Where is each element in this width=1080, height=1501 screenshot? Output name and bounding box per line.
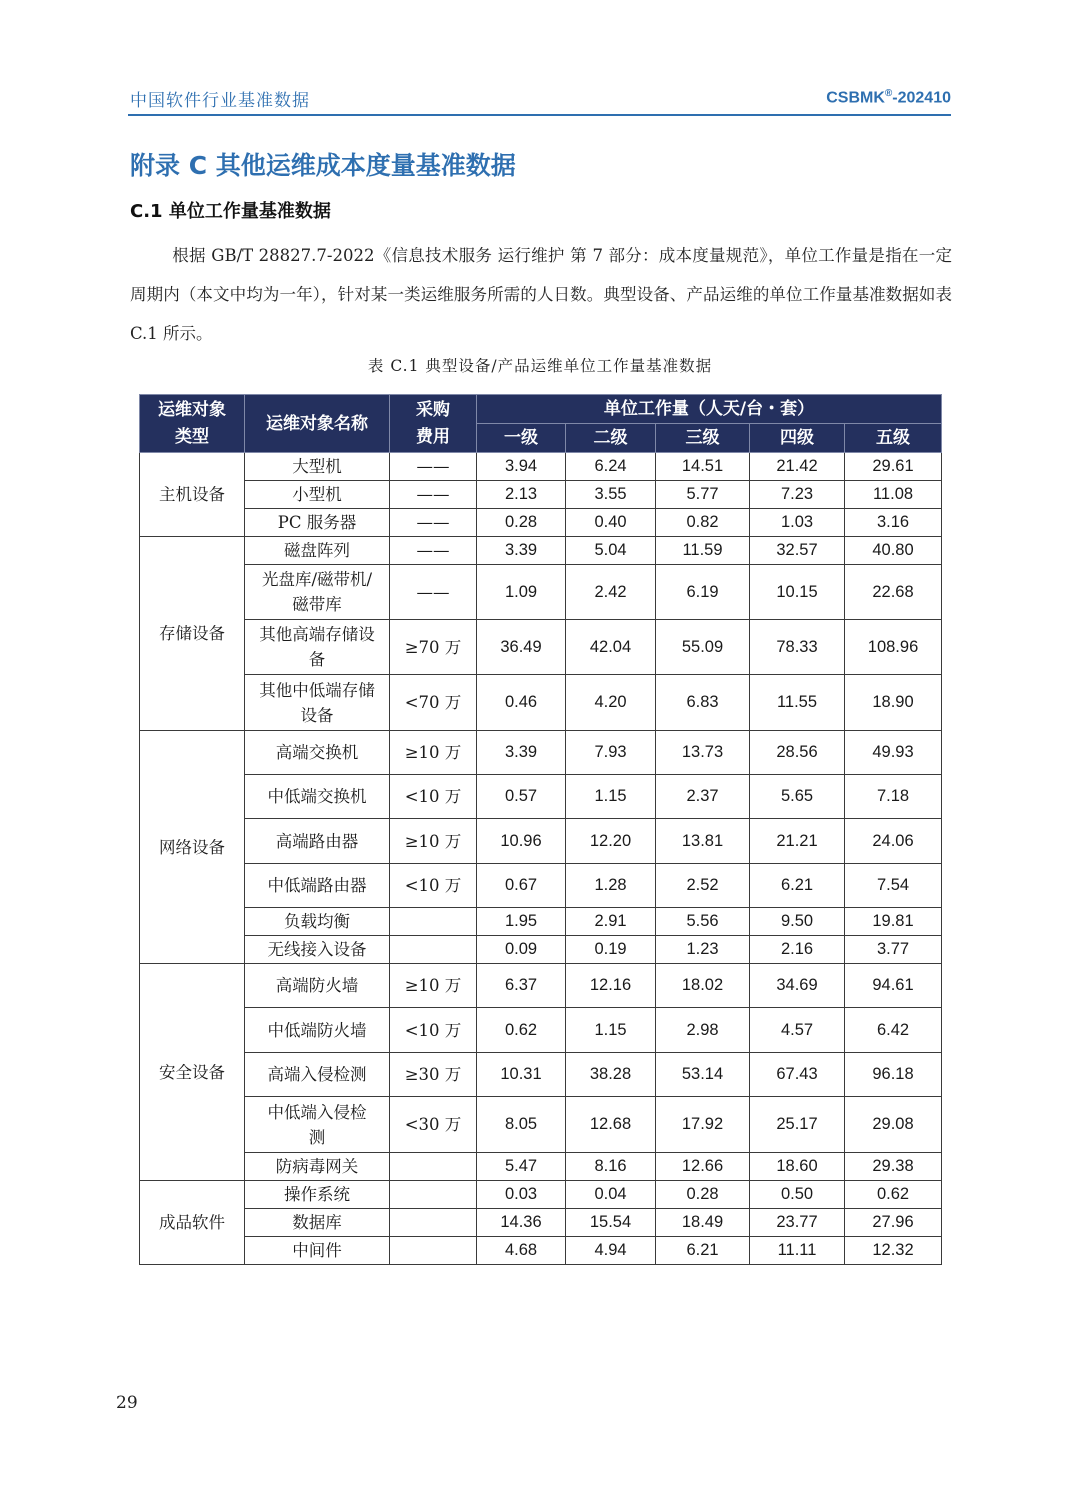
cost-cell <box>390 1209 477 1237</box>
header-cost: 采购费用 <box>390 395 477 453</box>
workload-value-level-1: 0.09 <box>477 936 566 964</box>
cost-cell: —— <box>390 481 477 509</box>
appendix-title: 附录 C 其他运维成本度量基准数据 <box>130 151 516 180</box>
workload-value-level-3: 55.09 <box>656 620 750 675</box>
category-cell: 存储设备 <box>140 537 245 731</box>
object-name-cell <box>245 1097 390 1153</box>
object-name-text: 操作系统 <box>284 1185 350 1204</box>
workload-value-level-2: 7.93 <box>566 731 656 775</box>
header-name: 运维对象名称 <box>245 395 390 453</box>
workload-value-level-4: 23.77 <box>750 1209 845 1237</box>
workload-value-level-2: 38.28 <box>566 1053 656 1097</box>
workload-value-level-4: 78.33 <box>750 620 845 675</box>
workload-value-level-1: 0.62 <box>477 1008 566 1053</box>
table-row <box>140 675 942 731</box>
workload-value-level-3: 18.49 <box>656 1209 750 1237</box>
cost-cell: ≥30 万 <box>390 1053 477 1097</box>
workload-value-level-1: 0.46 <box>477 675 566 731</box>
workload-value-level-2: 2.91 <box>566 908 656 936</box>
workload-value-level-5: 18.90 <box>845 675 942 731</box>
object-name-cell <box>245 1053 390 1097</box>
workload-value-level-1: 0.67 <box>477 864 566 908</box>
object-name-cell <box>245 1153 390 1181</box>
workload-value-level-3: 17.92 <box>656 1097 750 1153</box>
workload-value-level-1: 5.47 <box>477 1153 566 1181</box>
workload-value-level-4: 2.16 <box>750 936 845 964</box>
workload-value-level-5: 49.93 <box>845 731 942 775</box>
object-name-text: 中低端交换机 <box>267 787 367 806</box>
object-name-cell <box>245 620 390 675</box>
workload-value-level-5: 3.16 <box>845 509 942 537</box>
object-name-text: 无线接入设备 <box>267 940 367 959</box>
object-name-text: 其他高端存储设备 <box>259 625 375 669</box>
workload-value-level-5: 29.08 <box>845 1097 942 1153</box>
cost-cell: <10 万 <box>390 1008 477 1053</box>
cost-cell: —— <box>390 509 477 537</box>
workload-value-level-1: 4.68 <box>477 1237 566 1265</box>
workload-value-level-4: 6.21 <box>750 864 845 908</box>
workload-value-level-3: 2.37 <box>656 775 750 819</box>
table-row <box>140 819 942 864</box>
object-name-text: 高端防火墙 <box>275 976 359 995</box>
workload-value-level-4: 11.55 <box>750 675 845 731</box>
cost-cell: —— <box>390 453 477 481</box>
workload-value-level-5: 0.62 <box>845 1181 942 1209</box>
workload-value-level-5: 24.06 <box>845 819 942 864</box>
workload-value-level-1: 10.31 <box>477 1053 566 1097</box>
workload-value-level-4: 11.11 <box>750 1237 845 1265</box>
workload-value-level-2: 0.04 <box>566 1181 656 1209</box>
workload-value-level-2: 2.42 <box>566 565 656 620</box>
workload-value-level-3: 11.59 <box>656 537 750 565</box>
body-paragraph <box>130 236 952 353</box>
workload-value-level-5: 7.18 <box>845 775 942 819</box>
header-type: 运维对象类型 <box>140 395 245 453</box>
workload-value-level-3: 2.52 <box>656 864 750 908</box>
workload-value-level-5: 6.42 <box>845 1008 942 1053</box>
workload-value-level-4: 25.17 <box>750 1097 845 1153</box>
object-name-cell <box>245 936 390 964</box>
workload-value-level-1: 0.03 <box>477 1181 566 1209</box>
table-row <box>140 1053 942 1097</box>
workload-value-level-1: 0.57 <box>477 775 566 819</box>
workload-value-level-3: 5.77 <box>656 481 750 509</box>
object-name-text: 高端入侵检测 <box>267 1065 367 1084</box>
object-name-text: 中低端路由器 <box>267 876 367 895</box>
header-code-suffix: -202410 <box>892 89 951 107</box>
table-row <box>140 864 942 908</box>
workload-value-level-1: 10.96 <box>477 819 566 864</box>
cost-cell: —— <box>390 537 477 565</box>
object-name-cell <box>245 819 390 864</box>
workload-value-level-1: 0.28 <box>477 509 566 537</box>
workload-value-level-1: 6.37 <box>477 964 566 1008</box>
table-row <box>140 1097 942 1153</box>
header-code-main: CSBMK <box>826 89 885 107</box>
workload-value-level-2: 12.20 <box>566 819 656 864</box>
workload-value-level-4: 5.65 <box>750 775 845 819</box>
workload-value-level-3: 6.21 <box>656 1237 750 1265</box>
table-body <box>140 453 942 1265</box>
object-name-text: 防病毒网关 <box>275 1157 359 1176</box>
object-name-text: 其他中低端存储设备 <box>259 680 375 725</box>
workload-value-level-2: 15.54 <box>566 1209 656 1237</box>
object-name-text: 磁盘阵列 <box>284 541 350 560</box>
object-name-text: 中低端防火墙 <box>267 1020 367 1040</box>
object-name-text: 光盘库/磁带机/磁带库 <box>261 570 373 614</box>
workload-value-level-3: 2.98 <box>656 1008 750 1053</box>
cost-cell: <30 万 <box>390 1097 477 1153</box>
workload-value-level-2: 8.16 <box>566 1153 656 1181</box>
workload-value-level-2: 1.28 <box>566 864 656 908</box>
object-name-cell <box>245 908 390 936</box>
workload-value-level-4: 4.57 <box>750 1008 845 1053</box>
workload-value-level-1: 2.13 <box>477 481 566 509</box>
cost-cell <box>390 1237 477 1265</box>
workload-value-level-2: 12.68 <box>566 1097 656 1153</box>
header-document-code <box>826 88 951 107</box>
workload-value-level-4: 28.56 <box>750 731 845 775</box>
workload-value-level-1: 36.49 <box>477 620 566 675</box>
workload-value-level-4: 32.57 <box>750 537 845 565</box>
workload-value-level-2: 42.04 <box>566 620 656 675</box>
workload-value-level-1: 3.39 <box>477 537 566 565</box>
workload-value-level-2: 12.16 <box>566 964 656 1008</box>
workload-value-level-4: 10.15 <box>750 565 845 620</box>
workload-value-level-5: 94.61 <box>845 964 942 1008</box>
workload-value-level-5: 108.96 <box>845 620 942 675</box>
workload-value-level-5: 3.77 <box>845 936 942 964</box>
workload-value-level-5: 12.32 <box>845 1237 942 1265</box>
workload-value-level-2: 4.20 <box>566 675 656 731</box>
workload-value-level-3: 13.81 <box>656 819 750 864</box>
object-name-cell <box>245 481 390 509</box>
object-name-cell <box>245 509 390 537</box>
workload-value-level-2: 1.15 <box>566 775 656 819</box>
workload-value-level-4: 1.03 <box>750 509 845 537</box>
category-cell: 网络设备 <box>140 731 245 964</box>
table-row <box>140 1181 942 1209</box>
header-level-2: 二级 <box>566 424 656 453</box>
object-name-cell <box>245 1181 390 1209</box>
object-name-text: 负载均衡 <box>284 912 350 931</box>
object-name-cell <box>245 675 390 731</box>
cost-cell: ≥10 万 <box>390 964 477 1008</box>
workload-value-level-1: 1.95 <box>477 908 566 936</box>
table-row <box>140 509 942 537</box>
header-publication-title: 中国软件行业基准数据 <box>130 91 310 111</box>
workload-value-level-3: 12.66 <box>656 1153 750 1181</box>
object-name-cell <box>245 864 390 908</box>
table-row <box>140 481 942 509</box>
table-row <box>140 908 942 936</box>
cost-cell: ≥10 万 <box>390 819 477 864</box>
workload-value-level-5: 7.54 <box>845 864 942 908</box>
workload-value-level-5: 27.96 <box>845 1209 942 1237</box>
header-level-5: 五级 <box>845 424 942 453</box>
workload-value-level-3: 6.19 <box>656 565 750 620</box>
workload-value-level-5: 29.61 <box>845 453 942 481</box>
object-name-cell <box>245 453 390 481</box>
object-name-cell <box>245 964 390 1008</box>
workload-value-level-5: 11.08 <box>845 481 942 509</box>
object-name-cell <box>245 731 390 775</box>
object-name-cell <box>245 565 390 620</box>
workload-value-level-3: 18.02 <box>656 964 750 1008</box>
object-name-cell <box>245 1237 390 1265</box>
table-row <box>140 964 942 1008</box>
object-name-text: 大型机 <box>292 457 342 476</box>
workload-value-level-4: 34.69 <box>750 964 845 1008</box>
object-name-text: 高端交换机 <box>275 743 359 762</box>
table-row <box>140 936 942 964</box>
cost-cell <box>390 936 477 964</box>
page-number: 29 <box>116 1393 138 1413</box>
header-level-3: 三级 <box>656 424 750 453</box>
table-row <box>140 565 942 620</box>
workload-value-level-2: 4.94 <box>566 1237 656 1265</box>
cost-cell: <10 万 <box>390 775 477 819</box>
header-code-mark: ® <box>884 88 893 99</box>
header-level-1: 一级 <box>477 424 566 453</box>
workload-value-level-3: 6.83 <box>656 675 750 731</box>
workload-value-level-2: 1.15 <box>566 1008 656 1053</box>
workload-value-level-1: 3.94 <box>477 453 566 481</box>
object-name-text: PC 服务器 <box>277 513 357 532</box>
workload-value-level-3: 1.23 <box>656 936 750 964</box>
workload-value-level-4: 18.60 <box>750 1153 845 1181</box>
cost-cell <box>390 1153 477 1181</box>
header-level-4: 四级 <box>750 424 845 453</box>
workload-value-level-2: 0.19 <box>566 936 656 964</box>
workload-value-level-3: 0.28 <box>656 1181 750 1209</box>
workload-value-level-5: 22.68 <box>845 565 942 620</box>
table-row <box>140 731 942 775</box>
table-caption: 表 C.1 典型设备/产品运维单位工作量基准数据 <box>367 357 713 375</box>
table-row <box>140 775 942 819</box>
workload-value-level-4: 9.50 <box>750 908 845 936</box>
section-title: C.1 单位工作量基准数据 <box>130 201 331 222</box>
workload-value-level-3: 14.51 <box>656 453 750 481</box>
paragraph-text: 根据 GB/T 28827.7-2022《信息技术服务 运行维护 第 7 部分：成本度量规范》，单位工作量是指在一定周期内（本文中均为一年），针对某一类运维服务所需的人日数。典型设备、产品运维的单位工作量基准数据如表 C.1 所示。 <box>130 246 952 343</box>
object-name-cell <box>245 537 390 565</box>
cost-cell: ≥10 万 <box>390 731 477 775</box>
table-row <box>140 1153 942 1181</box>
workload-value-level-1: 8.05 <box>477 1097 566 1153</box>
workload-value-level-3: 0.82 <box>656 509 750 537</box>
workload-value-level-4: 7.23 <box>750 481 845 509</box>
table-row <box>140 1237 942 1265</box>
workload-value-level-1: 14.36 <box>477 1209 566 1237</box>
object-name-cell <box>245 1008 390 1053</box>
cost-cell <box>390 908 477 936</box>
workload-value-level-4: 0.50 <box>750 1181 845 1209</box>
workload-value-level-2: 0.40 <box>566 509 656 537</box>
workload-value-level-1: 3.39 <box>477 731 566 775</box>
object-name-text: 高端路由器 <box>275 831 359 851</box>
table-header-row <box>140 395 942 424</box>
workload-value-level-1: 1.09 <box>477 565 566 620</box>
workload-value-level-4: 21.21 <box>750 819 845 864</box>
category-cell: 成品软件 <box>140 1181 245 1265</box>
page-header <box>128 84 951 116</box>
header-unit-workload: 单位工作量（人天/台・套） <box>477 395 942 424</box>
benchmark-table <box>139 394 942 1265</box>
workload-value-level-2: 3.55 <box>566 481 656 509</box>
category-cell: 主机设备 <box>140 453 245 537</box>
workload-value-level-2: 6.24 <box>566 453 656 481</box>
table-row <box>140 453 942 481</box>
object-name-cell <box>245 775 390 819</box>
workload-value-level-3: 5.56 <box>656 908 750 936</box>
workload-value-level-5: 29.38 <box>845 1153 942 1181</box>
table-row <box>140 537 942 565</box>
table-row <box>140 1209 942 1237</box>
workload-value-level-4: 21.42 <box>750 453 845 481</box>
cost-cell: <10 万 <box>390 864 477 908</box>
category-cell: 安全设备 <box>140 964 245 1181</box>
table-row <box>140 1008 942 1053</box>
object-name-text: 中间件 <box>292 1241 342 1260</box>
workload-value-level-5: 19.81 <box>845 908 942 936</box>
workload-value-level-4: 67.43 <box>750 1053 845 1097</box>
cost-cell <box>390 1181 477 1209</box>
cost-cell: <70 万 <box>390 675 477 731</box>
cost-cell: ≥70 万 <box>390 620 477 675</box>
table-row <box>140 620 942 675</box>
object-name-text: 小型机 <box>292 485 342 504</box>
workload-value-level-3: 13.73 <box>656 731 750 775</box>
object-name-text: 数据库 <box>292 1213 342 1232</box>
cost-cell: —— <box>390 565 477 620</box>
workload-value-level-2: 5.04 <box>566 537 656 565</box>
workload-value-level-3: 53.14 <box>656 1053 750 1097</box>
object-name-text: 中低端入侵检测 <box>267 1102 367 1147</box>
workload-value-level-5: 96.18 <box>845 1053 942 1097</box>
workload-value-level-5: 40.80 <box>845 537 942 565</box>
object-name-cell <box>245 1209 390 1237</box>
